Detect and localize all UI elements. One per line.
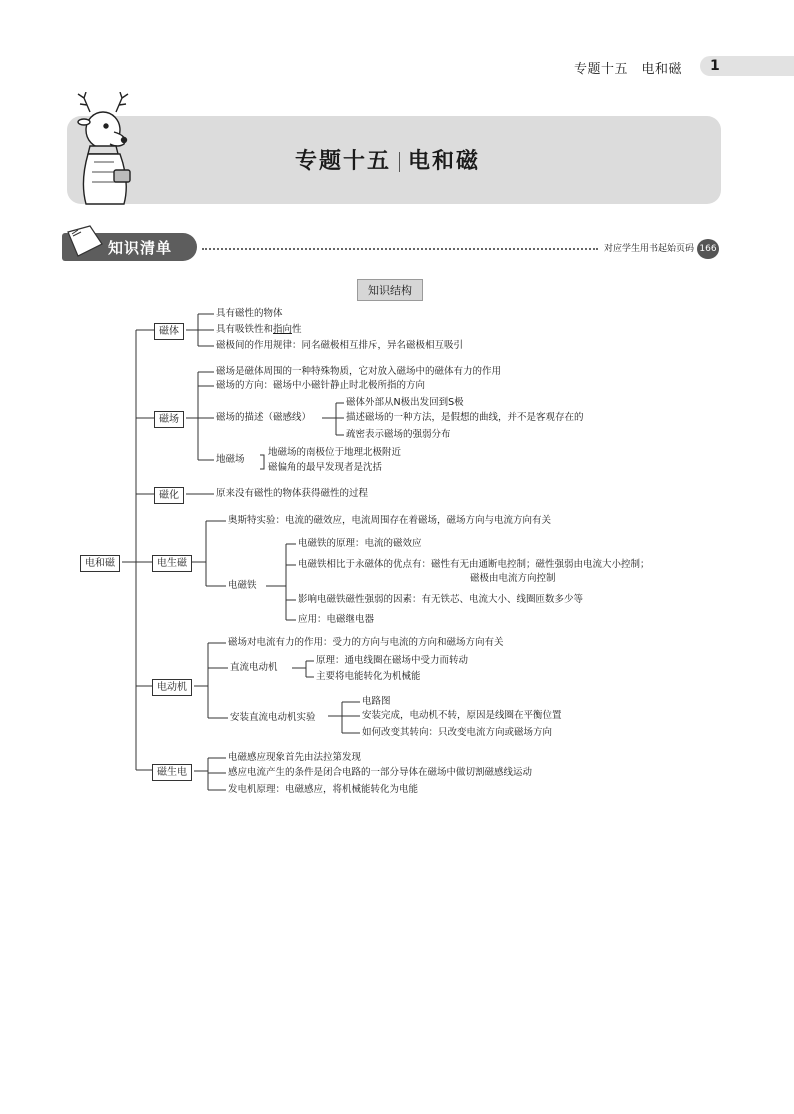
field-line-1: 磁体外部从N极出发回到S极: [346, 397, 464, 408]
geo-item-2: 磁偏角的最早发现者是沈括: [268, 462, 383, 473]
magnet-item-1: 具有磁性的物体: [216, 308, 283, 319]
oersted-experiment: 奥斯特实验：电流的磁效应，电流周围存在着磁场，磁场方向与电流方向有关: [228, 515, 552, 526]
structure-label: 知识结构: [357, 279, 423, 301]
geo-item-1: 地磁场的南极位于地理北极附近: [268, 447, 402, 458]
topic-name: 电和磁: [408, 149, 481, 174]
em-item-3: 磁极由电流方向控制: [470, 573, 556, 584]
assembly-label: 安装直流电动机实验: [230, 712, 316, 723]
mindmap-root: 电和磁: [80, 555, 120, 572]
dc-motor-item-1: 原理：通电线圈在磁场中受力而转动: [316, 655, 469, 666]
em-item-4: 影响电磁铁磁性强弱的因素：有无铁芯、电流大小、线圈匝数多少等: [298, 594, 584, 605]
section-reference: 对应学生用书起始页码: [604, 244, 695, 254]
assembly-item-3: 如何改变其转向：只改变电流方向或磁场方向: [362, 727, 553, 738]
em-item-2: 电磁铁相比于永磁体的优点有：磁性有无由通断电控制；磁性强弱由电流大小控制；: [298, 559, 650, 570]
assembly-item-2: 安装完成，电动机不转，原因是线圈在平衡位置: [362, 710, 562, 721]
field-lines-label: 磁场的描述（磁感线）: [216, 412, 312, 423]
induction-item-2: 感应电流产生的条件是闭合电路的一部分导体在磁场中做切割磁感线运动: [228, 767, 533, 778]
electromagnet-label: 电磁铁: [228, 580, 257, 591]
node-induction: 磁生电: [152, 764, 192, 781]
node-motor: 电动机: [152, 679, 192, 696]
magnetize-text: 原来没有磁性的物体获得磁性的过程: [216, 488, 369, 499]
magnet-blank: 指向: [273, 324, 293, 335]
induction-item-1: 电磁感应现象首先由法拉第发现: [228, 752, 362, 763]
em-item-1: 电磁铁的原理：电流的磁效应: [298, 538, 422, 549]
node-magnet: 磁体: [154, 323, 184, 340]
field-item-1: 磁场是磁体周围的一种特殊物质，它对放入磁场中的磁体有力的作用: [216, 366, 502, 377]
node-magnetize: 磁化: [154, 487, 184, 504]
dc-motor-label: 直流电动机: [230, 662, 278, 673]
magnet-item-3: 磁极间的作用规律：同名磁极相互排斥，异名磁极相互吸引: [216, 340, 464, 351]
node-electromagnetism: 电生磁: [152, 555, 192, 572]
field-line-2: 描述磁场的一种方法，是假想的曲线，并不是客观存在的: [346, 412, 584, 423]
topic-number: 专题十五: [295, 149, 392, 174]
page-number: 1: [710, 58, 720, 74]
section-title: 知识清单: [108, 239, 173, 257]
force-on-current: 磁场对电流有力的作用：受力的方向与电流的方向和磁场方向有关: [228, 637, 504, 648]
geo-field-label: 地磁场: [216, 454, 245, 465]
induction-item-3: 发电机原理：电磁感应，将机械能转化为电能: [228, 784, 419, 795]
running-header: 专题十五 电和磁: [574, 62, 683, 77]
em-item-5: 应用：电磁继电器: [298, 614, 375, 625]
node-field: 磁场: [154, 411, 184, 428]
section-page-badge: 166: [697, 239, 719, 259]
field-item-2: 磁场的方向：磁场中小磁针静止时北极所指的方向: [216, 380, 426, 391]
assembly-item-1: 电路图: [362, 696, 391, 707]
dc-motor-item-2: 主要将电能转化为机械能: [316, 671, 421, 682]
field-line-3: 疏密表示磁场的强弱分布: [346, 429, 451, 440]
magnet-item-2: 具有吸铁性和指向性: [216, 324, 302, 335]
